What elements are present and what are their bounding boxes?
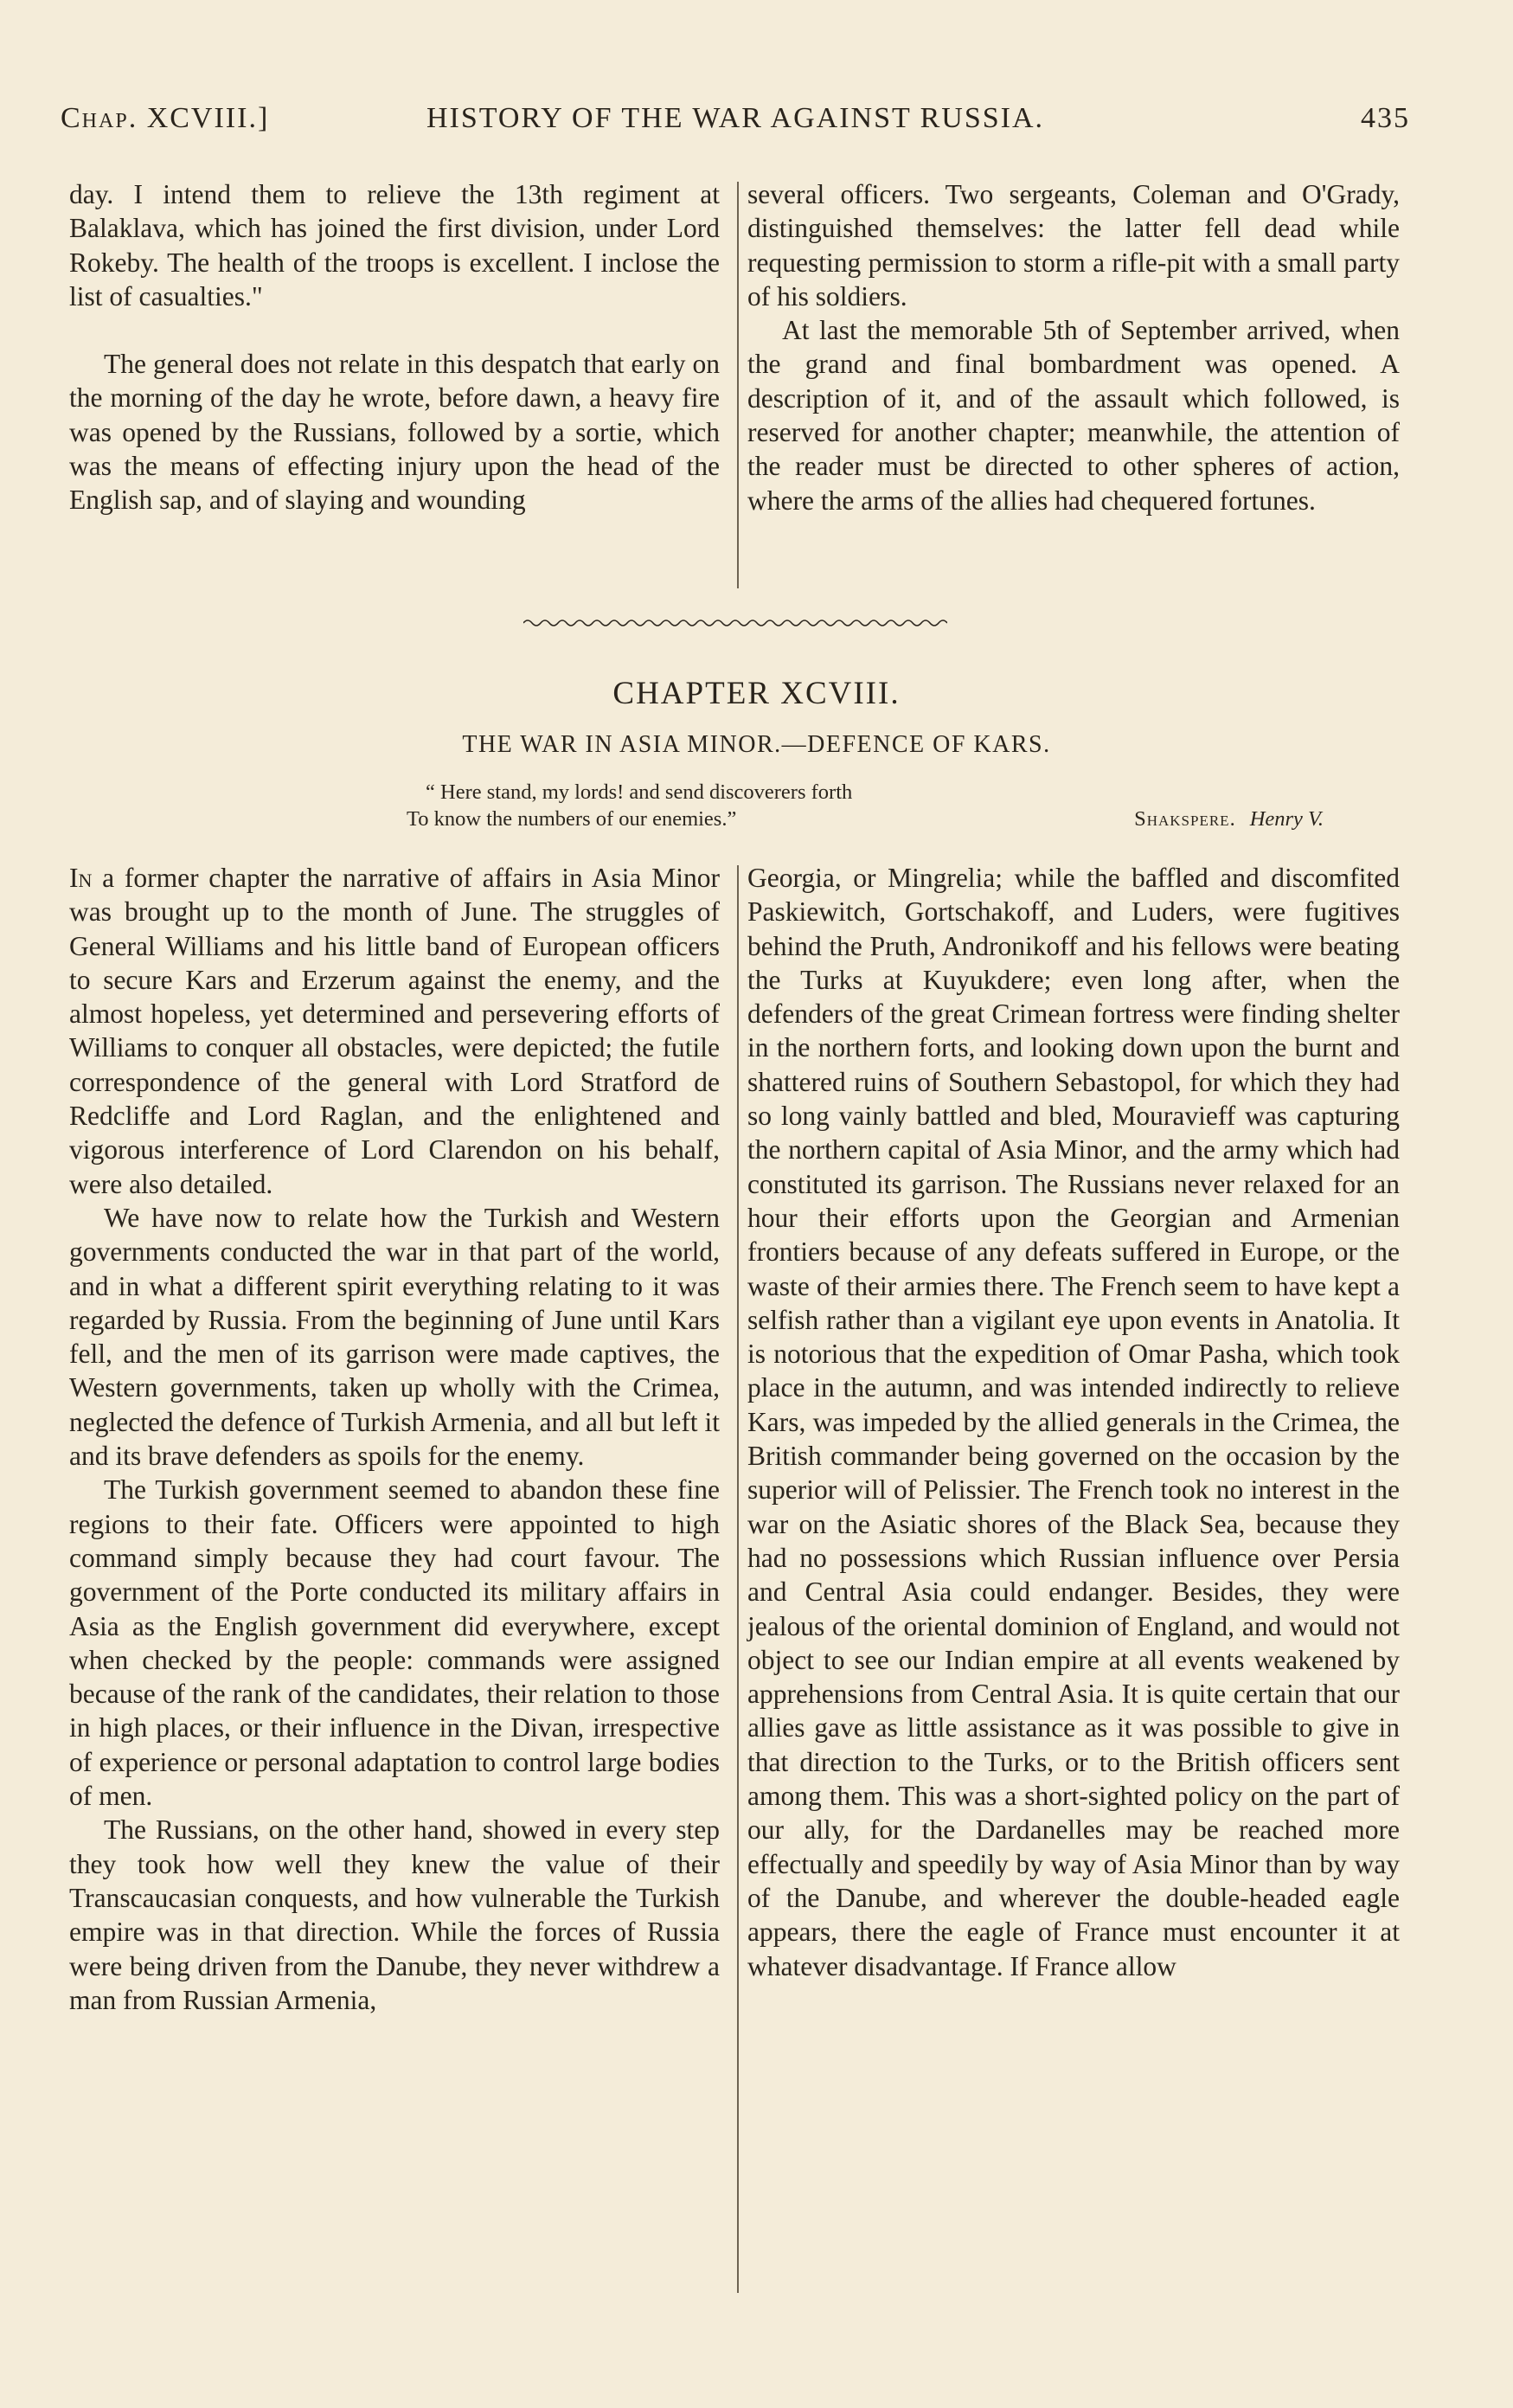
paragraph: The Russians, on the other hand, showed in every step they took how well they knew the value of their Transcaucasian conquests, and how vulnerable the Turkish empire was in that direction. While the forces of Russia were being driven from the Danube, they never withdrew a man from Russian Armenia, — [69, 1814, 720, 2015]
top-right-column — [747, 177, 1400, 517]
ornamental-rule — [523, 616, 947, 630]
epigraph — [407, 779, 1324, 832]
top-left-column — [69, 177, 720, 517]
paragraph-text: a former chapter the narrative of affairs in Asia Minor was brought up to the month of June. The struggles of General Williams and his little band of European officers to secure Kars and Erzerum against the enemy, and the almost hopeless, yet determined and persevering efforts of Williams to conquer all obstacles, were depicted; the futile correspondence of the general with Lord Stratford de Redcliffe and Lord Raglan, and the enlightened and vigorous interference of Lord Clarendon on his behalf, were also detailed. — [69, 863, 720, 1199]
paragraph: The general does not relate in this despatch that early on the morning of the day he wrote, before dawn, a heavy fire was opened by the Russians, followed by a sortie, which was the means of effecting injury upon the head of the English sap, and of slaying and wounding — [69, 349, 720, 516]
paragraph: Georgia, or Mingrelia; while the baffled and discomfited Paskiewitch, Gortschakoff, and Luders, were fugitives behind the Pruth, Andronikoff and his fellows were beating the Turks at Kuyukdere; even long after, when the defenders of the great Crimean fortress were finding shelter in the northern forts, and looking down upon the burnt and shattered ruins of Southern Sebastopol, for which they had so long vainly battled and bled, Mouravieff was capturing the northern capital of Asia Minor, and the army which had constituted its garrison. The Russians never relaxed for an hour their efforts upon the Georgian and Armenian frontiers because of any defeats suffered in Europe, or the waste of their armies there. The French seem to have kept a selfish rather than a vigilant eye upon events in Anatolia. It is notorious that the expedition of Omar Pasha, which took place in the autumn, and was intended indirectly to relieve Kars, was impeded by the allied generals in the Crimea, the British commander being governed on the occasion by the superior will of Pelissier. The French took no interest in the war on the Asiatic shores of the Black Sea, because they had no possessions which Russian influence over Persia and Central Asia could endanger. Besides, they were jealous of the oriental dominion of England, and would not object to see our Indian empire at all events weakened by apprehensions from Central Asia. It is quite certain that our allies gave as little assistance as it was possible to give in that direction to the Turks, or to the British officers sent among them. This was a short-sighted policy on the part of our ally, for the Dardanelles may be reached more effectually and speedily by way of Asia Minor than by way of the Danube, and wherever the double-headed eagle appears, there the eagle of France must encounter it at whatever disadvantage. If France allow — [747, 863, 1400, 1981]
epigraph-line: To know the numbers of our enemies.” — [407, 807, 737, 831]
epigraph-work: Henry V. — [1249, 807, 1324, 831]
paragraph: At last the memorable 5th of September arrived, when the grand and final bombardment was opened. A description of it, and of the assault which followed, is reserved for another chapter; meanwhile, the attention of the reader must be directed to other spheres of action, where the arms of the allies had chequered fortunes. — [747, 315, 1400, 516]
running-head — [61, 102, 1410, 145]
column-divider — [737, 865, 739, 2293]
paragraph: day. I intend them to relieve the 13th regiment at Balaklava, which has joined the first division, under Lord Rokeby. The health of the troops is excellent. I inclose the list of casualties." — [69, 179, 720, 311]
book-title: HISTORY OF THE WAR AGAINST RUSSIA. — [426, 102, 1045, 134]
paragraph: The Turkish government seemed to abandon these fine regions to their fate. Officers were appointed to high command simply because they had court favour. The government of the Porte conducted its military affairs in Asia as the English government did everywhere, except when checked by the people: commands were assigned because of the rank of the candidates, their relation to those in high places, or their influence in the Divan, irrespective of experience or personal adaptation to control large bodies of men. — [69, 1474, 720, 1812]
epigraph-line: “ Here stand, my lords! and send discoverers forth — [426, 780, 853, 804]
bottom-right-column — [747, 861, 1400, 1983]
chapter-title: CHAPTER XCVIII. — [612, 676, 901, 711]
paragraph — [69, 861, 720, 1201]
epigraph-author: Shakspere. — [1134, 807, 1236, 831]
chapter-label: Chap. XCVIII.] — [61, 102, 270, 134]
column-divider — [737, 182, 739, 588]
epigraph-attribution — [1134, 806, 1324, 832]
paragraph: several officers. Two sergeants, Coleman and O'Grady, distinguished themselves: the latter fell dead while requesting permission to storm a rifle-pit with a small party of his soldiers. — [747, 179, 1400, 311]
page-number: 435 — [1361, 102, 1410, 134]
paragraph: We have now to relate how the Turkish and Western governments conducted the war in that part of the world, and in what a different spirit everything relating to it was regarded by Russia. From the beginning of June until Kars fell, and the men of its garrison were made captives, the Western governments, taken up wholly with the Crimea, neglected the defence of Turkish Armenia, and all but left it and its brave defenders as spoils for the enemy. — [69, 1202, 720, 1472]
epigraph-line-row — [407, 806, 1324, 832]
opening-word: In — [69, 863, 93, 893]
bottom-left-column — [69, 861, 720, 2017]
chapter-subtitle: THE WAR IN ASIA MINOR.—DEFENCE OF KARS. — [462, 731, 1051, 758]
